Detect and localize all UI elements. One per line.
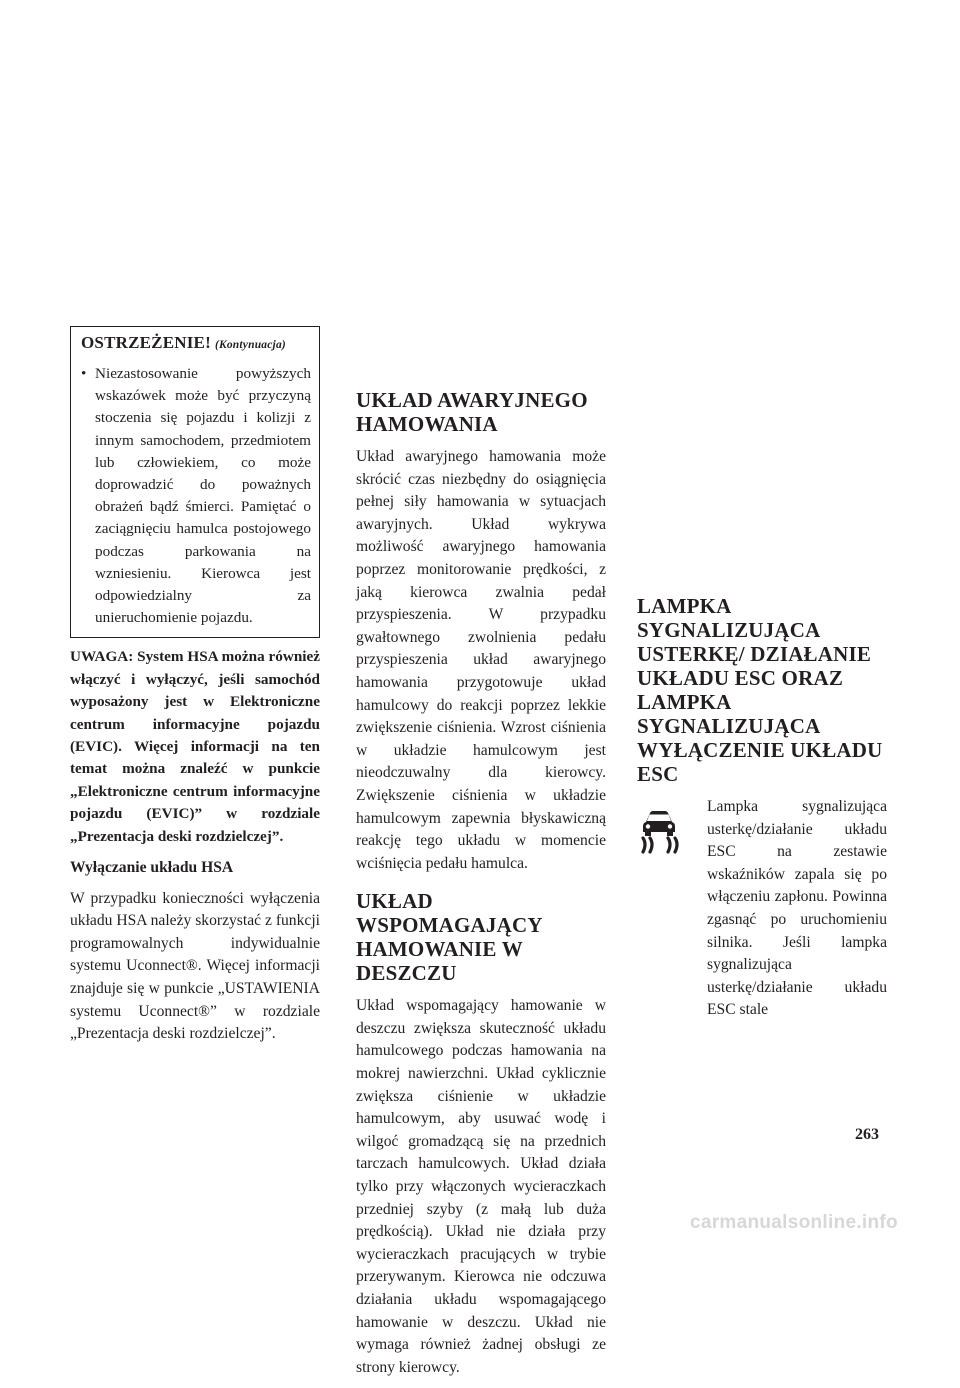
esc-lamp-text: Lampka sygnalizująca usterkę/działanie układu ESC na zestawie wskaźników zapala się po włączeniu zapłonu. Powinna zgasnąć po uruchomieniu silnika. Jeśli lampka sygnalizująca usterkę/działanie układu ESC stale [707,798,887,1019]
esc-skid-car-icon [637,808,681,854]
warning-title-text: OSTRZEŻENIE! [81,333,211,352]
warning-bullet [81,363,311,629]
rain-brake-text: Układ wspomagający hamowanie w deszczu zwiększa skuteczność układu hamulcowego podczas hamowania na mokrej nawierzchni. Układ cyklicznie zwiększa ciśnienie w układzie hamulcowym, aby usuwać wodę i wilgoć gromadzącą się na przednich tarczach hamulcowych. Układ działa tylko przy włączonych wycieraczkach przedniej szyby (z małą lub duża prędkością). Układ nie działa przy wycieraczkach pracujących w trybie przerywanym. Kierowca nie odczuwa działania układu wspomagającego hamowanie w deszczu. Układ nie wymaga również żadnej obsługi ze strony kierowcy. [356,997,606,1376]
bullet-dot: • [81,365,87,382]
watermark: carmanualsonline.info [690,1212,898,1233]
page-number: 263 [855,1126,879,1143]
warning-subtitle: (Kontynuacja) [214,339,286,351]
esc-lamp-block [637,796,887,1022]
warning-box [70,326,320,638]
rain-brake-heading: UKŁAD WSPOMAGAJĄCY HAMOWANIE W DESZCZU [356,889,542,986]
hsa-off-text: W przypadku konieczności wyłączenia układu HSA należy skorzystać z funkcji programowalnych indywidualnie systemu Uconnect®. Więcej informacji znajduje się w punkcie „USTAWIENIA systemu Uconnect®” w rozdziale „Prezentacja deski rozdzielczej”. [70,889,320,1043]
warning-title [81,331,311,357]
note-paragraph: UWAGA: System HSA można również włączyć i wyłączyć, jeśli samochód wyposażony jest w Elektroniczne centrum informacyjne pojazdu (EVIC). Więcej informacji na ten temat można znaleźć w punkcie „Elektroniczne centrum informacyjne pojazdu (EVIC)” w rozdziale „Prezentacja deski rozdzielczej”. [70,648,320,845]
esc-lamp-heading: LAMPKA SYGNALIZUJĄCA USTERKĘ/ DZIAŁANIE UKŁADU ESC ORAZ LAMPKA SYGNALIZUJĄCA WYŁĄCZENIE UKŁADU ESC [637,594,883,786]
warning-bullet-text: Niezastosowanie powyższych wskazówek może być przyczyną stoczenia się pojazdu i kolizji z innym samochodem, przedmiotem lub człowiekiem, co może doprowadzić do poważnych obrażeń bądź śmierci. Pamiętać o zaciągnięciu hamulca postojowego podczas parkowania na wzniesieniu. Kierowca jest odpowiedzialny za unieruchomienie pojazdu. [95,365,311,627]
column-middle [356,326,606,1388]
column-right [637,326,887,1022]
emergency-brake-heading: UKŁAD AWARYJNEGO HAMOWANIA [356,388,588,436]
hsa-off-heading: Wyłączanie układu HSA [70,859,234,877]
esc-icon-cell [637,796,707,1022]
column-left [70,326,320,1055]
emergency-brake-text: Układ awaryjnego hamowania może skrócić czas niezbędny do osiągnięcia pełnej siły hamowania w sytuacjach awaryjnych. Układ wykrywa możliwość awaryjnego hamowania poprzez monitorowanie prędkości, z jaką kierowca zwalnia pedał przyspieszenia. W przypadku gwałtownego zwolnienia pedału przyspieszenia układ awaryjnego hamowania przygotowuje układ hamulcowy do reakcji poprzez lekkie zwiększenie ciśnienia. Wzrost ciśnienia w układzie hamulcowym jest nieodczuwalny dla kierowcy. Zwiększenie ciśnienia w układzie hamulcowym zapewnia błyskawiczną reakcję tego układu w momencie wciśnięcia pedału hamulca. [356,448,606,872]
